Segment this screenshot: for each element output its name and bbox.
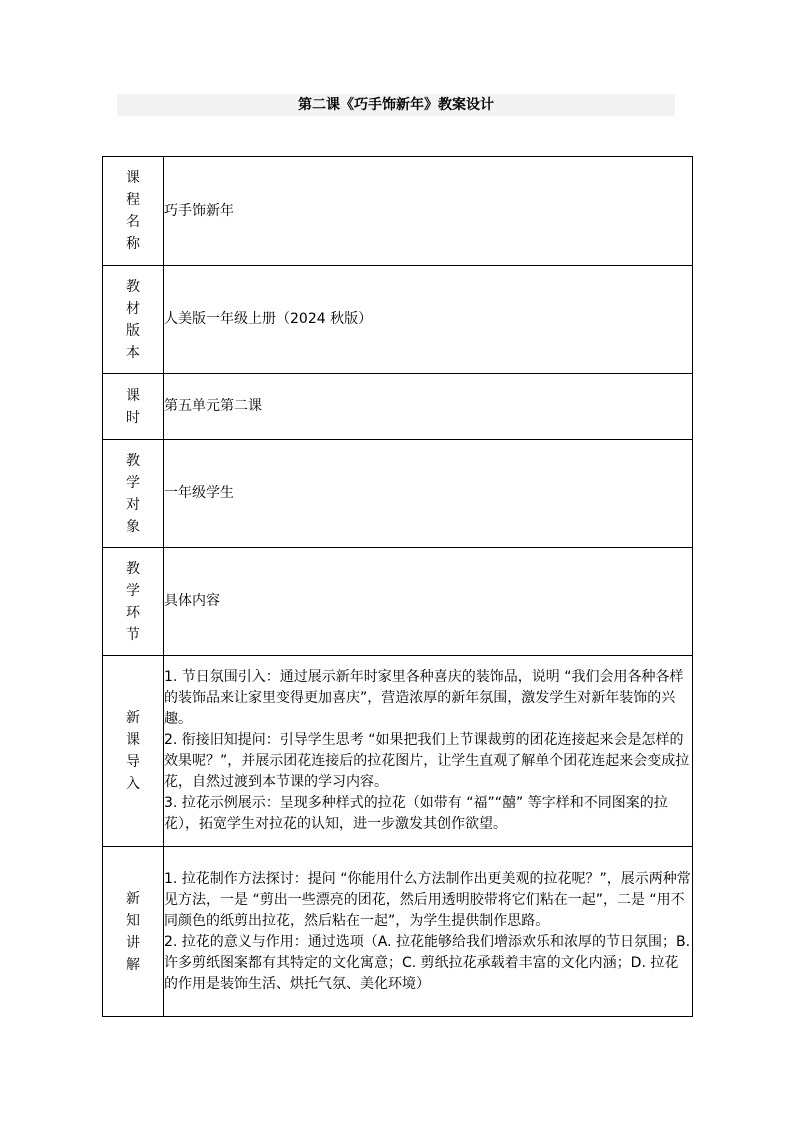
table-row-teaching-stage [103,548,693,656]
lesson-period-value: 第五单元第二课 [164,398,262,414]
row-label-audience: 教学对象 [126,452,140,535]
table-row-audience [103,440,693,548]
label-cell [103,656,164,847]
content-cell [164,266,693,374]
label-cell [103,548,164,656]
label-cell [103,266,164,374]
row-label-introduction: 新课导入 [126,710,140,792]
teaching-stage-value: 具体内容 [164,593,220,609]
row-label-teaching-stage: 教学环节 [126,560,140,643]
course-name-value: 巧手饰新年 [164,202,234,219]
label-cell [103,157,164,266]
introduction-item-2: 2. 衔接旧知提问：引导学生思考 “如果把我们上节课裁剪的团花连接起来会是怎样的效果呢？”，并展示团花连接后的拉花图片，让学生直观了解单个团花连起来会变成拉花，自然过渡到本节课的学习内容。 [164,732,690,790]
label-cell [103,847,164,1017]
row-label-textbook-version: 教材版本 [126,278,140,361]
label-cell [103,374,164,440]
table-row-textbook-version [103,266,693,374]
content-cell [164,440,693,548]
document-title: 第二课《巧手饰新年》教案设计 [117,94,675,116]
new-knowledge-item-2: 2. 拉花的意义与作用：通过选项（A. 拉花能够给我们增添欢乐和浓厚的节日氛围；B. 许多剪纸图案都有其特定的文化寓意；C. 剪纸拉花承载着丰富的文化内涵；D. 拉花的作用是装饰生活、烘托气氛、美化环境） [164,933,691,992]
content-cell [164,656,693,847]
audience-value: 一年级学生 [164,485,234,501]
lesson-plan-table [102,156,693,1017]
table-row-course-name [103,157,693,266]
introduction-item-1: 1. 节日氛围引入：通过展示新年时家里各种喜庆的装饰品，说明 “我们会用各种各样的装饰品来让家里变得更加喜庆”，营造浓厚的新年氛围，激发学生对新年装饰的兴趣。 [164,669,684,727]
table-row-lesson-period [103,374,693,440]
content-cell [164,157,693,266]
introduction-item-3: 3. 拉花示例展示：呈现多种样式的拉花（如带有 “福”“囍” 等字样和不同图案的拉花），拓宽学生对拉花的认知，进一步激发其创作欲望。 [164,795,668,832]
label-cell [103,440,164,548]
row-label-course-name: 课程名称 [126,170,140,252]
table-row-introduction [103,656,693,847]
content-cell [164,847,693,1017]
content-cell [164,548,693,656]
textbook-version-value: 人美版一年级上册（2024 秋版） [164,311,373,327]
row-label-lesson-period: 课时 [126,387,140,426]
table-row-new-knowledge [103,847,693,1017]
new-knowledge-item-1: 1. 拉花制作方法探讨：提问 “你能用什么方法制作出更美观的拉花呢？”，展示两种常见方法，一是 “剪出一些漂亮的团花，然后用透明胶带将它们粘在一起”，二是 “用不同颜色的纸剪出拉花，然后粘在一起”，为学生提供制作思路。 [164,870,691,929]
content-cell [164,374,693,440]
row-label-new-knowledge: 新知讲解 [126,890,140,973]
